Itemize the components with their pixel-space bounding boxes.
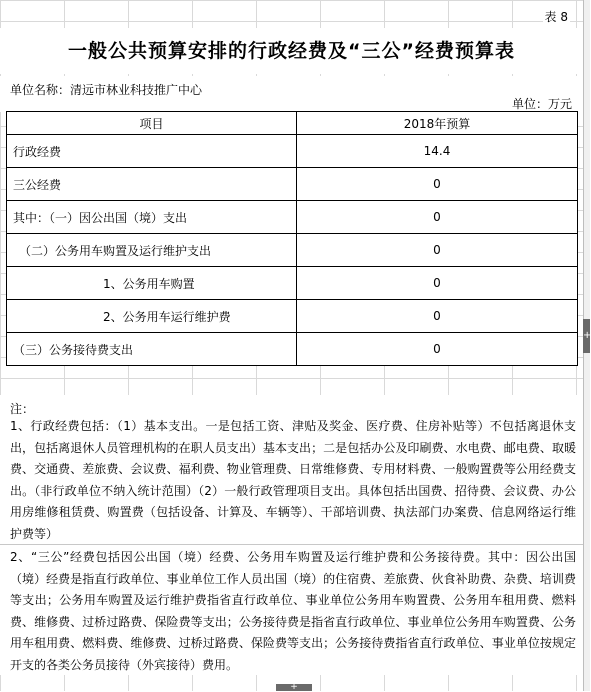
row-item-three-public[interactable]: 三公经费 — [7, 168, 297, 201]
row-item-overseas[interactable]: 其中：（一）因公出国（境）支出 — [7, 201, 297, 234]
row-value-three-public[interactable]: 0 — [297, 168, 578, 201]
table-row — [7, 135, 578, 168]
row-item-admin-expense[interactable]: 行政经费 — [7, 135, 297, 168]
header-budget-2018[interactable]: 2018年预算 — [297, 112, 578, 135]
row-item-vehicle-purchase[interactable]: 1、公务用车购置 — [7, 267, 297, 300]
table-row — [7, 201, 578, 234]
row-value-vehicle-purchase[interactable]: 0 — [297, 267, 578, 300]
table-header-row — [7, 112, 578, 135]
notes-divider — [0, 544, 583, 545]
note-admin-expense[interactable]: 1、行政经费包括：（1）基本支出。一是包括工资、津贴及奖金、医疗费、住房补贴等）不包括离退休支出，包括离退休人员管理机构的在职人员支出）基本支出；二是包括办公及印刷费、水电费、邮电费、取暖费、交通费、差旅费、会议费、福利费、物业管理费、日常维修费、专用材料费、一般购置费等公用经费支出。（非行政单位不纳入统计范围）（2）一般行政管理项目支出。具体包括出国费、招待费、会议费、办公用房维修租赁费、购置费（包括设备、计算及、车辆等）、干部培训费、执法部门办案费、信息网络运行维护费等） — [10, 419, 576, 541]
row-value-reception[interactable]: 0 — [297, 333, 578, 366]
unit-name: 单位名称：清远市林业科技推广中心 — [10, 83, 203, 97]
note-three-public[interactable]: 2、“三公”经费包括因公出国（境）经费、公务用车购置及运行维护费和公务接待费。其中：因公出国（境）经费是指直行政单位、事业单位工作人员出国（境）的住宿费、差旅费、伙食补助费、杂费、培训费等支出；公务用车购置及运行维护费指省直行政单位、事业单位公务用车购置费、公务用车租用费、燃料费、维修费、过桥过路费、保险费等支出；公务接待费是指省直行政单位、事业单位公务用车购置费、公务用车租用费、燃料费、维修费、过桥过路费、保险费等支出；公务接待费指省直行政单位、事业单位按规定开支的各类公务员接待（外宾接待）费用。 — [10, 550, 576, 672]
table-row — [7, 333, 578, 366]
plus-icon[interactable]: + — [276, 684, 312, 691]
notes-label: 注： — [10, 402, 35, 416]
unit-label: 单位：万元 — [511, 97, 572, 111]
row-item-vehicle[interactable]: （二）公务用车购置及运行维护支出 — [7, 234, 297, 267]
row-value-vehicle[interactable]: 0 — [297, 234, 578, 267]
budget-table — [6, 111, 578, 366]
row-value-overseas[interactable]: 0 — [297, 201, 578, 234]
table-row — [7, 234, 578, 267]
row-value-vehicle-maintenance[interactable]: 0 — [297, 300, 578, 333]
row-item-vehicle-maintenance[interactable]: 2、公务用车运行维护费 — [7, 300, 297, 333]
row-item-reception[interactable]: （三）公务接待费支出 — [7, 333, 297, 366]
row-value-admin-expense[interactable]: 14.4 — [297, 135, 578, 168]
page-title: 一般公共预算安排的行政经费及“三公”经费预算表 — [68, 40, 515, 62]
table-row — [7, 267, 578, 300]
sheet-number: 表 8 — [544, 10, 568, 24]
plus-icon[interactable]: + — [583, 319, 590, 353]
table-row — [7, 168, 578, 201]
header-item[interactable]: 项目 — [7, 112, 297, 135]
table-row — [7, 300, 578, 333]
